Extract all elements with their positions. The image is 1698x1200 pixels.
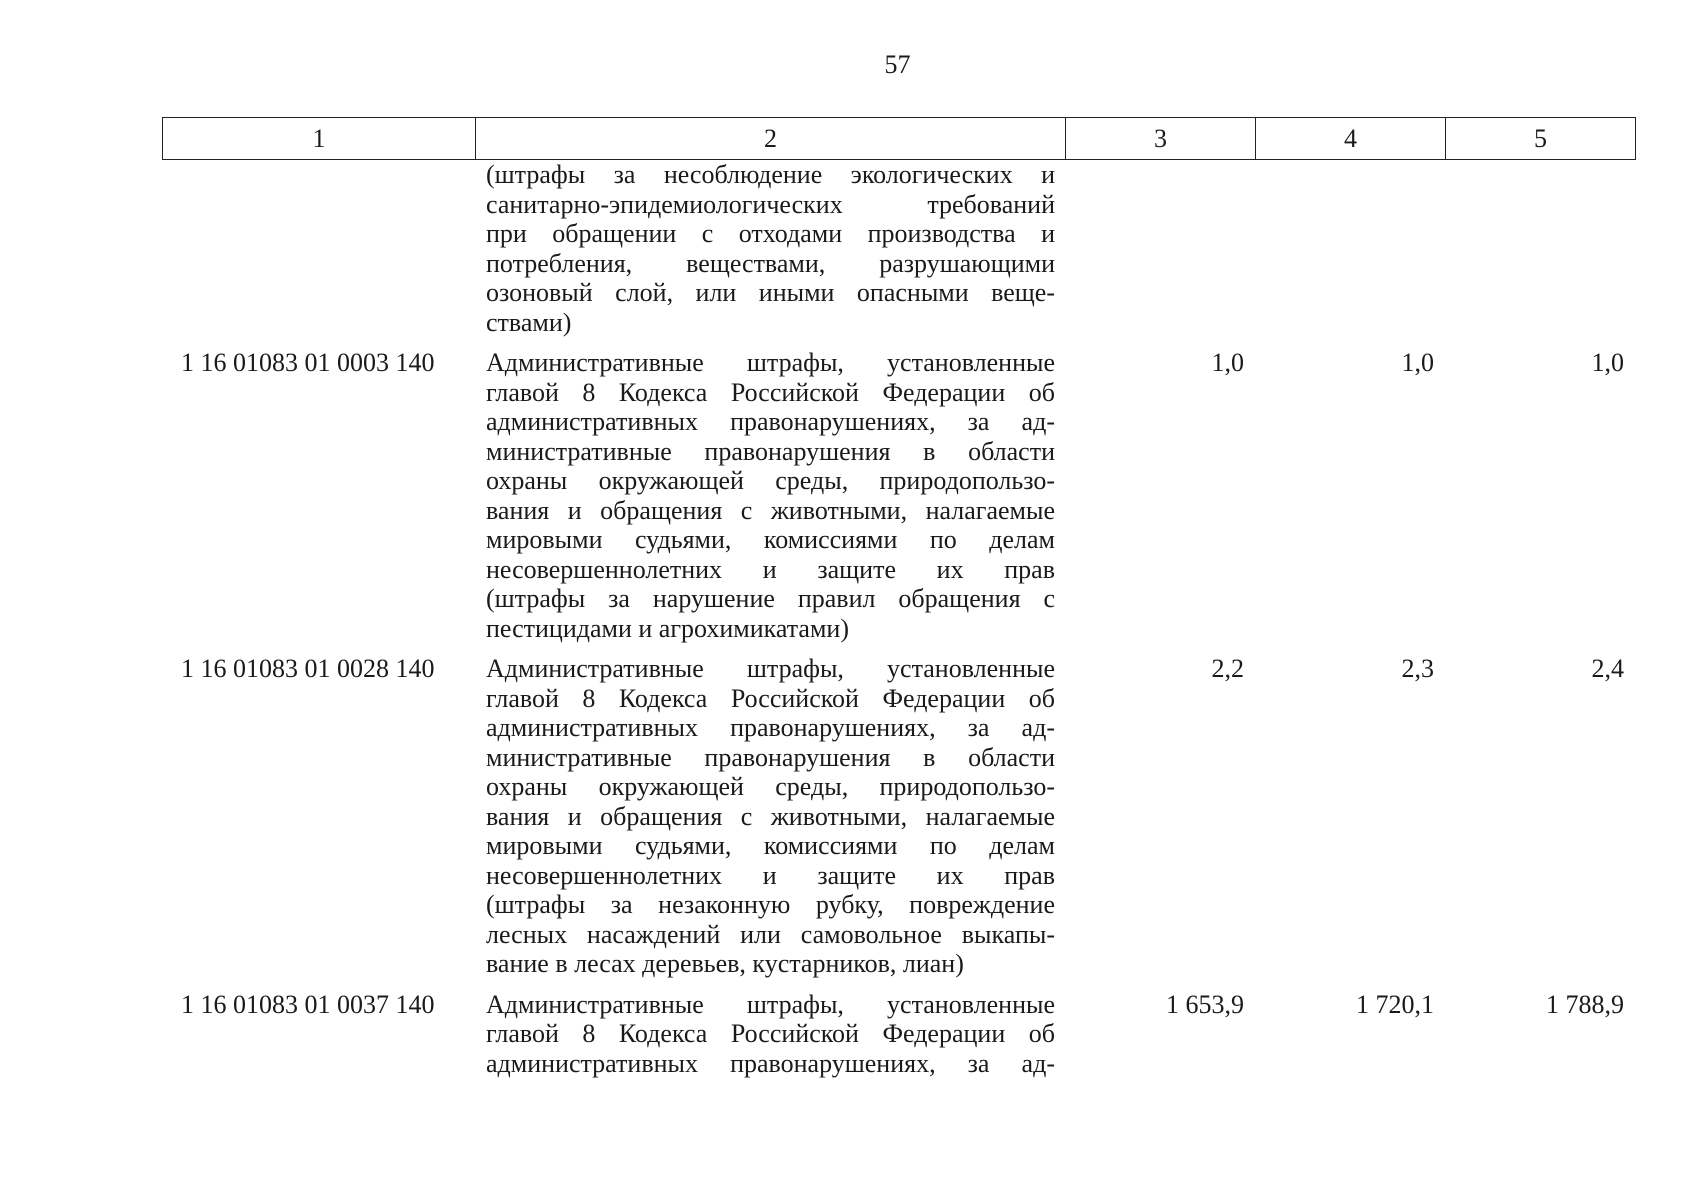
description-line: потребления, веществами, разрушающими xyxy=(486,248,1055,278)
row-value-col3: 1 653,9 xyxy=(1166,989,1244,1019)
description-line: (штрафы за нарушение правил обращения с xyxy=(486,584,1055,613)
description-line: министративные правонарушения в области xyxy=(486,436,1055,466)
column-header-3: 3 xyxy=(1066,118,1256,160)
description-line: Административные штрафы, установленные xyxy=(486,989,1055,1019)
description-line: несовершеннолетних и защите их прав xyxy=(486,860,1055,890)
description-line: административных правонарушениях, за ад- xyxy=(486,1048,1055,1078)
description-line: охраны окружающей среды, природопользо- xyxy=(486,466,1055,495)
column-header-2: 2 xyxy=(476,118,1066,160)
description-line: вания и обращения с животными, налагаемые xyxy=(486,801,1055,831)
description-line: мировыми судьями, комиссиями по делам xyxy=(486,525,1055,554)
column-header-5: 5 xyxy=(1446,118,1636,160)
row-value-col4: 1,0 xyxy=(1401,348,1434,377)
description-line: озоновый слой, или иными опасными веще- xyxy=(486,278,1055,307)
description-line: пестицидами и агрохимикатами) xyxy=(486,613,849,643)
description-line: санитарно-эпидемиологических требований xyxy=(486,189,1055,219)
description-line: главой 8 Кодекса Российской Федерации об xyxy=(486,377,1055,407)
row-value-col3: 1,0 xyxy=(1211,348,1244,377)
row-description xyxy=(475,160,1065,337)
description-line: лесных насаждений или самовольное выкапы- xyxy=(486,919,1055,949)
description-line: ствами) xyxy=(486,307,572,337)
description-line: при обращении с отходами производства и xyxy=(486,219,1055,248)
row-value-col5: 1 788,9 xyxy=(1546,989,1624,1019)
description-line: Административные штрафы, установленные xyxy=(486,348,1055,377)
table-row xyxy=(162,654,1636,979)
row-value-col4: 2,3 xyxy=(1401,654,1434,683)
description-line: вание в лесах деревьев, кустарников, лиан) xyxy=(486,949,964,978)
row-code: 1 16 01083 01 0037 140 xyxy=(181,989,435,1019)
description-line: охраны окружающей среды, природопользо- xyxy=(486,772,1055,801)
description-line: министративные правонарушения в области xyxy=(486,742,1055,772)
table-row xyxy=(162,348,1636,643)
column-header-table xyxy=(162,117,1636,160)
column-header-row xyxy=(163,118,1636,160)
row-description xyxy=(475,348,1065,643)
description-line: Административные штрафы, установленные xyxy=(486,654,1055,683)
row-value-col5: 2,4 xyxy=(1591,654,1624,683)
row-code: 1 16 01083 01 0003 140 xyxy=(181,348,435,377)
description-line: несовершеннолетних и защите их прав xyxy=(486,554,1055,584)
description-line: мировыми судьями, комиссиями по делам xyxy=(486,831,1055,860)
table-row xyxy=(162,160,1636,337)
description-line: главой 8 Кодекса Российской Федерации об xyxy=(486,1019,1055,1048)
description-line: административных правонарушениях, за ад- xyxy=(486,407,1055,436)
description-line: вания и обращения с животными, налагаемые xyxy=(486,495,1055,525)
description-line: административных правонарушениях, за ад- xyxy=(486,713,1055,742)
description-line: главой 8 Кодекса Российской Федерации об xyxy=(486,683,1055,713)
row-value-col4: 1 720,1 xyxy=(1356,989,1434,1019)
table-row xyxy=(162,990,1636,1079)
table-body xyxy=(162,160,1636,1078)
row-value-col3: 2,2 xyxy=(1211,654,1244,683)
row-code: 1 16 01083 01 0028 140 xyxy=(181,654,435,683)
column-header-1: 1 xyxy=(163,118,476,160)
row-description xyxy=(475,990,1065,1079)
row-description xyxy=(475,654,1065,979)
description-line: (штрафы за несоблюдение экологических и xyxy=(486,160,1055,189)
page-number: 57 xyxy=(884,50,911,79)
description-line: (штрафы за незаконную рубку, повреждение xyxy=(486,890,1055,919)
row-value-col5: 1,0 xyxy=(1591,348,1624,377)
column-header-4: 4 xyxy=(1256,118,1446,160)
